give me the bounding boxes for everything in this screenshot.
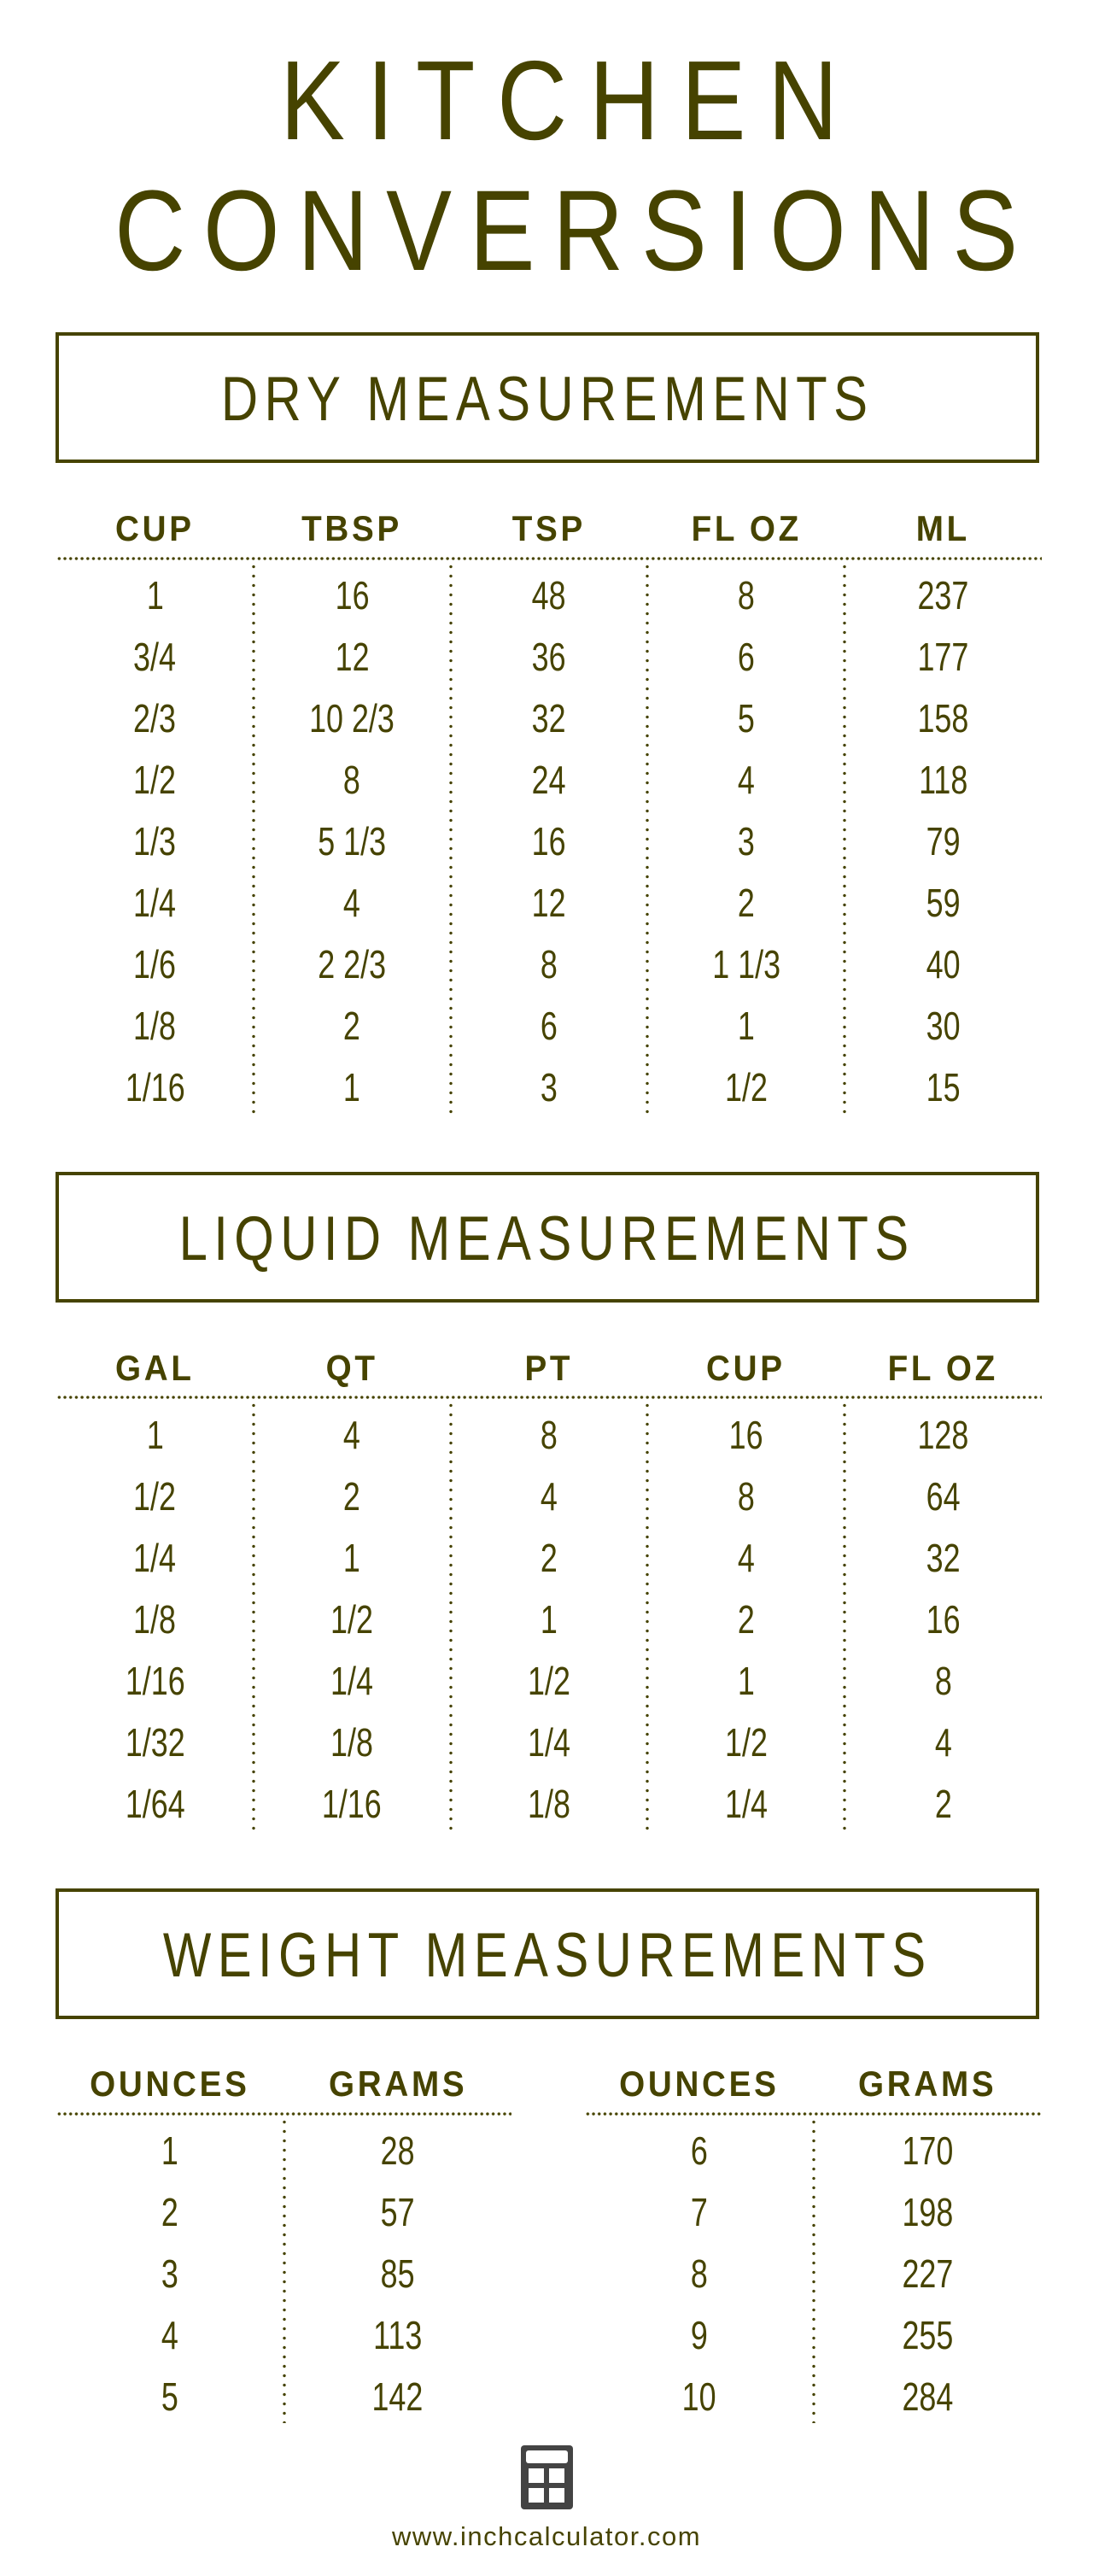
table-cell-value: 8 [737,573,755,618]
table-cell [451,635,648,679]
table-cell-value: 5 [161,2374,179,2419]
table-cell [647,758,845,802]
table-cell [845,573,1042,618]
table-cell-value: 3 [541,1065,558,1109]
table-cell [56,1065,254,1109]
table-cell-value: 1/2 [528,1659,570,1703]
table-cell [254,1720,451,1765]
table-cell-value: 8 [541,942,558,986]
table-cell-value: 40 [926,942,961,986]
column-header-grams [814,2066,1043,2102]
table-cell-value: 1 [161,2128,179,2173]
table-cell-value: 12 [532,881,566,925]
column-header-label: PT [524,1348,574,1388]
table-cell [56,1474,254,1519]
table-cell [451,696,648,741]
table-cell [284,2128,512,2173]
table-cell-value: 1 [146,573,164,618]
table-cell-value: 4 [934,1720,952,1765]
table-cell [254,1661,451,1701]
table-cell [284,2315,512,2355]
calculator-icon [521,2445,573,2509]
column-header-label: CUP [115,508,195,548]
table-cell-value: 8 [690,2251,708,2296]
table-cell [845,819,1042,864]
table-cell-value: 1/8 [133,1597,177,1642]
table-cell-value: 2 [934,1782,952,1826]
weight-section-title [59,1921,1036,1990]
dry-section-title-text: DRY MEASUREMENTS [220,365,874,434]
table-cell-value: 1/4 [724,1782,768,1826]
table-cell-value: 3 [737,819,755,864]
table-cell [254,1538,451,1578]
column-header-cup [647,1350,845,1386]
header-divider-dotted [56,2112,511,2116]
weight-table-left [56,2066,511,2425]
table-cell-value: 2 [737,881,755,925]
table-cell [254,1784,451,1824]
column-header-label: TBSP [301,508,403,548]
table-cell-value: 8 [541,1413,558,1457]
table-cell-value: 6 [541,1004,558,1048]
table-cell-value: 237 [917,573,969,618]
table-cell-value: 118 [918,758,968,802]
table-cell-value: 8 [934,1659,952,1703]
liquid-measurements-table [56,1350,1042,1829]
table-cell-value: 2 2/3 [318,942,387,986]
column-header-fl-oz [845,1350,1042,1386]
table-cell [647,1415,845,1455]
table-cell [56,635,254,679]
table-cell [647,1004,845,1048]
column-header-ounces [585,2066,814,2102]
column-header-ounces [56,2066,284,2102]
table-cell-value: 1/2 [330,1597,374,1642]
table-cell [254,696,451,741]
table-cell [845,942,1042,986]
liquid-section-header-box [56,1172,1039,1303]
weight-table-right [585,2066,1042,2425]
table-cell-value: 1/8 [330,1720,374,1765]
column-header-label: FL OZ [887,1348,999,1388]
dry-section-header-box [56,332,1039,463]
table-cell [647,573,845,618]
table-cell-value: 59 [926,881,961,925]
column-header-label: OUNCES [619,2064,780,2104]
table-cell [814,2190,1043,2234]
table-cell-value: 1 [737,1659,755,1703]
page-title-line-1 [0,38,1093,163]
table-cell [56,1004,254,1048]
table-cell [845,1004,1042,1048]
table-cell-value: 4 [737,758,755,802]
table-cell [56,881,254,925]
table-cell-value: 1/2 [133,1474,177,1519]
table-cell-value: 1/16 [322,1782,383,1826]
table-cell-value: 28 [380,2128,415,2173]
table-cell [647,819,845,864]
table-cell-value: 1/3 [133,819,177,864]
table-cell-value: 1/32 [125,1720,185,1765]
table-cell-value: 16 [532,819,566,864]
table-cell-value: 1/64 [125,1782,185,1826]
table-cell [647,881,845,925]
table-cell [254,573,451,618]
table-cell-value: 4 [541,1474,558,1519]
table-cell [845,635,1042,679]
table-cell [647,1784,845,1824]
table-cell [451,1720,648,1765]
table-cell-value: 255 [902,2313,954,2357]
table-cell [845,1065,1042,1109]
table-cell [647,1597,845,1642]
table-cell [56,1720,254,1765]
table-cell [254,1065,451,1109]
website-url[interactable]: www.inchcalculator.com [391,2521,702,2551]
column-header-label: FL OZ [691,508,802,548]
table-cell [254,942,451,986]
table-cell [56,2315,284,2355]
table-cell [451,1538,648,1578]
table-cell-value: 8 [737,1474,755,1519]
column-header-grams [284,2066,512,2102]
title-text-conversions: CONVERSIONS [114,167,1036,295]
table-cell-value: 8 [343,758,361,802]
table-cell [647,1065,845,1109]
column-header-tbsp [254,508,451,548]
table-cell [254,758,451,802]
table-cell-value: 85 [380,2251,415,2296]
table-cell [56,1538,254,1578]
table-cell [647,1661,845,1701]
table-cell [254,1474,451,1519]
table-cell-value: 2 [343,1474,361,1519]
table-cell-value: 2 [343,1004,361,1048]
table-cell-value: 6 [690,2128,708,2173]
table-cell-value: 1 [343,1536,361,1580]
table-cell [845,1415,1042,1455]
table-cell [56,696,254,741]
table-cell [56,1597,254,1642]
table-cell-value: 1/4 [528,1720,570,1765]
table-cell-value: 1/4 [133,1536,177,1580]
table-cell [56,1784,254,1824]
table-cell-value: 170 [902,2128,954,2173]
table-cell [56,758,254,802]
table-cell-value: 16 [728,1413,763,1457]
table-cell [814,2128,1043,2173]
table-cell-value: 113 [373,2313,423,2357]
table-cell [451,881,648,925]
table-cell [451,1597,648,1642]
liquid-section-title-text: LIQUID MEASUREMENTS [179,1204,915,1273]
column-header-label: GRAMS [858,2064,997,2104]
table-cell [284,2251,512,2296]
column-header-label: QT [325,1348,378,1388]
table-cell-value: 1/2 [724,1065,768,1109]
column-header-label: TSP [511,508,587,548]
table-cell [254,1415,451,1455]
table-cell-value: 6 [737,635,755,679]
dry-measurements-table [56,508,1042,1109]
table-cell-value: 16 [926,1597,961,1642]
table-cell [451,1784,648,1824]
table-cell-value: 1/2 [724,1720,768,1765]
table-cell [845,1720,1042,1765]
table-cell [585,2190,814,2234]
table-cell [845,758,1042,802]
table-cell [814,2315,1043,2355]
table-cell-value: 5 1/3 [318,819,387,864]
table-cell-value: 2/3 [133,696,177,741]
column-header-tsp [451,508,648,548]
table-cell [254,1004,451,1048]
table-cell-value: 142 [371,2374,424,2419]
table-cell-value: 7 [690,2190,708,2234]
column-header-label: ML [915,508,971,548]
table-cell-value: 5 [737,696,755,741]
table-cell-value: 10 2/3 [309,696,395,741]
table-cell [647,1538,845,1578]
table-cell [647,635,845,679]
table-cell [56,819,254,864]
weight-section-header-box [56,1888,1039,2019]
table-cell [845,1661,1042,1701]
table-cell-value: 3/4 [133,635,177,679]
table-cell-value: 4 [343,881,361,925]
table-cell [845,1784,1042,1824]
table-cell-value: 1/16 [125,1065,185,1109]
title-text-kitchen: KITCHEN [280,38,861,163]
table-cell [451,942,648,986]
table-cell-value: 48 [532,573,566,618]
table-cell [56,2190,284,2234]
table-cell [845,1597,1042,1642]
table-cell-value: 177 [917,635,969,679]
table-cell [451,758,648,802]
table-cell-value: 1 [541,1597,558,1642]
table-cell-value: 15 [926,1065,961,1109]
column-header-ml [845,508,1042,548]
header-divider-dotted [585,2112,1042,2116]
table-cell [451,1415,648,1455]
table-cell-value: 57 [380,2190,415,2234]
table-cell-value: 1/16 [125,1659,185,1703]
table-cell [451,1065,648,1109]
table-cell [56,2374,284,2419]
column-header-label: CUP [706,1348,786,1388]
table-cell [56,1415,254,1455]
table-cell-value: 32 [926,1536,961,1580]
table-cell-value: 198 [902,2190,954,2234]
table-cell-value: 10 [681,2374,716,2419]
table-cell [451,1004,648,1048]
column-header-pt [451,1350,648,1386]
table-cell [647,696,845,741]
table-cell [647,1474,845,1519]
table-cell [451,1474,648,1519]
page-title-line-2 [0,167,1093,295]
column-header-fl-oz [647,508,845,548]
table-cell-value: 4 [161,2313,179,2357]
table-cell-value: 64 [926,1474,961,1519]
table-cell-value: 1/4 [133,881,177,925]
table-cell-value: 227 [902,2251,954,2296]
table-cell [814,2374,1043,2419]
table-cell-value: 9 [690,2313,708,2357]
column-header-qt [254,1350,451,1386]
table-cell [284,2374,512,2419]
table-cell [451,1661,648,1701]
table-cell-value: 79 [926,819,961,864]
table-cell-value: 36 [532,635,566,679]
table-cell [56,942,254,986]
table-cell-value: 1 [146,1413,164,1457]
table-cell-value: 1 [343,1065,361,1109]
table-cell [254,1597,451,1642]
table-cell-value: 1/4 [330,1659,374,1703]
table-cell-value: 2 [737,1597,755,1642]
table-cell [647,942,845,986]
table-cell-value: 4 [737,1536,755,1580]
table-cell-value: 2 [161,2190,179,2234]
table-cell [254,635,451,679]
table-cell [56,573,254,618]
header-divider-dotted [56,557,1042,560]
table-cell-value: 1/2 [133,758,177,802]
table-cell-value: 158 [917,696,969,741]
table-cell-value: 12 [335,635,370,679]
table-cell [585,2315,814,2355]
dry-section-title [59,365,1036,434]
column-header-label: GRAMS [328,2064,467,2104]
table-cell [451,573,648,618]
table-cell-value: 1 1/3 [711,942,780,986]
table-cell-value: 3 [161,2251,179,2296]
table-cell [845,1474,1042,1519]
table-cell-value: 284 [902,2374,954,2419]
table-cell-value: 4 [343,1413,361,1457]
table-cell [254,819,451,864]
table-cell-value: 1 [737,1004,755,1048]
table-cell [585,2128,814,2173]
table-cell-value: 32 [532,696,566,741]
header-divider-dotted [56,1396,1042,1399]
table-cell-value: 1/8 [133,1004,177,1048]
weight-section-title-text: WEIGHT MEASUREMENTS [162,1921,932,1990]
column-header-gal [56,1350,254,1386]
table-cell [56,1661,254,1701]
table-cell [56,2251,284,2296]
table-cell [814,2251,1043,2296]
table-cell [284,2190,512,2234]
table-cell [845,881,1042,925]
table-cell [451,819,648,864]
column-header-label: GAL [115,1348,195,1388]
table-cell [647,1720,845,1765]
table-cell-value: 2 [541,1536,558,1580]
table-cell [845,696,1042,741]
table-cell-value: 24 [532,758,566,802]
column-header-label: OUNCES [90,2064,250,2104]
table-cell-value: 16 [335,573,370,618]
table-cell [845,1538,1042,1578]
table-cell [585,2374,814,2419]
table-cell-value: 1/6 [133,942,177,986]
table-cell-value: 128 [917,1413,969,1457]
table-cell [585,2251,814,2296]
table-cell-value: 30 [926,1004,961,1048]
table-cell [56,2128,284,2173]
column-header-cup [56,508,254,548]
table-cell [254,881,451,925]
table-cell-value: 1/8 [528,1782,570,1826]
liquid-section-title [59,1204,1036,1273]
